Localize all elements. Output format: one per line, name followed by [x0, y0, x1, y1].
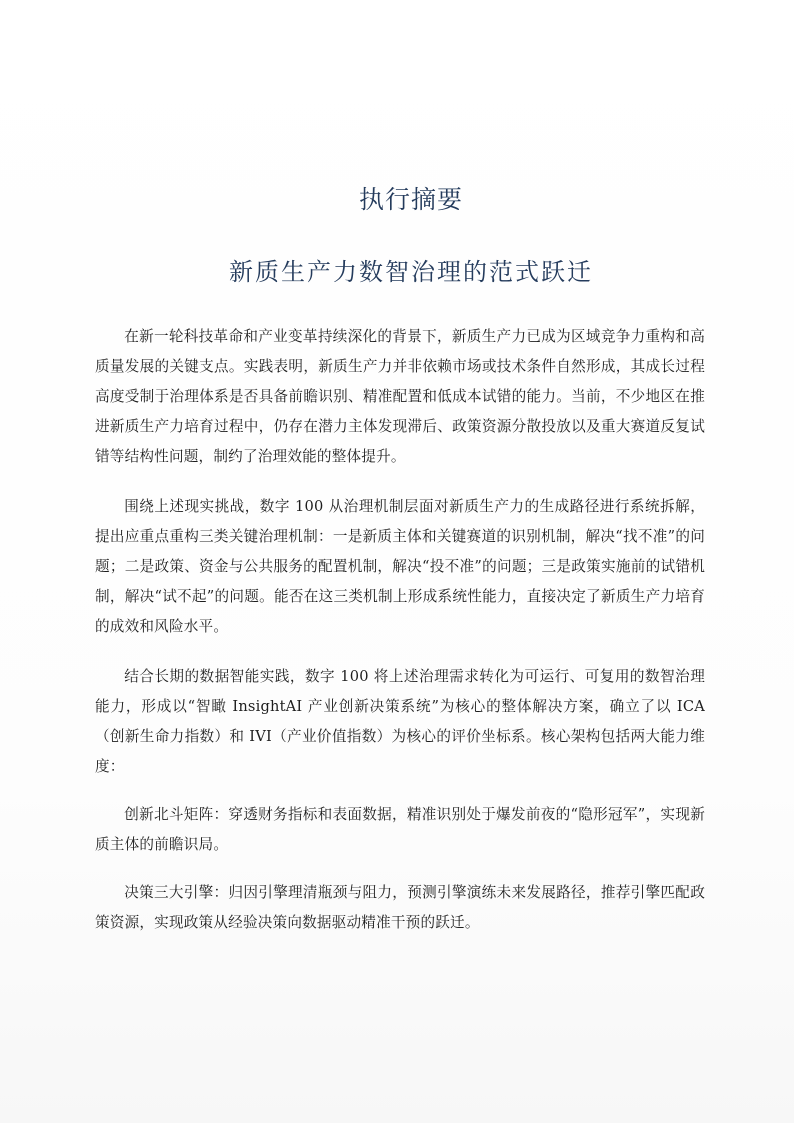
paragraph-solution: 结合长期的数据智能实践，数字 100 将上述治理需求转化为可运行、可复用的数智治理能力，形成以“智瞰 InsightAI 产业创新决策系统”为核心的整体解决方案，确立了以 ICA（创新生命力指数）和 IVI（产业价值指数）为核心的评价坐标系。核心架构包括两大能力维度： [95, 668, 705, 775]
document-body [95, 322, 705, 958]
paragraph-innovation-matrix: 创新北斗矩阵：穿透财务指标和表面数据，精准识别处于爆发前夜的“隐形冠军”，实现新质主体的前瞻识局。 [95, 806, 705, 853]
paragraph-mechanisms: 围绕上述现实挑战，数字 100 从治理机制层面对新质生产力的生成路径进行系统拆解，提出应重点重构三类关键治理机制：一是新质主体和关键赛道的识别机制，解决“找不准”的问题；二是政策、资金与公共服务的配置机制，解决“投不准”的问题；三是政策实施前的试错机制，解决“试不起”的问题。能否在这三类机制上形成系统性能力，直接决定了新质生产力培育的成效和风险水平。 [95, 498, 705, 635]
paragraph-background: 在新一轮科技革命和产业变革持续深化的背景下，新质生产力已成为区域竞争力重构和高质量发展的关键支点。实践表明，新质生产力并非依赖市场或技术条件自然形成，其成长过程高度受制于治理体系是否具备前瞻识别、精准配置和低成本试错的能力。当前，不少地区在推进新质生产力培育过程中，仍存在潜力主体发现滞后、政策资源分散投放以及重大赛道反复试错等结构性问题，制约了治理效能的整体提升。 [95, 328, 705, 465]
paragraph-decision-engines: 决策三大引擎：归因引擎理清瓶颈与阻力，预测引擎演练未来发展路径，推荐引擎匹配政策资源，实现政策从经验决策向数据驱动精准干预的跃迁。 [95, 884, 705, 931]
document-title: 执行摘要 [358, 185, 463, 214]
document-subtitle: 新质生产力数智治理的范式跃迁 [229, 258, 593, 286]
